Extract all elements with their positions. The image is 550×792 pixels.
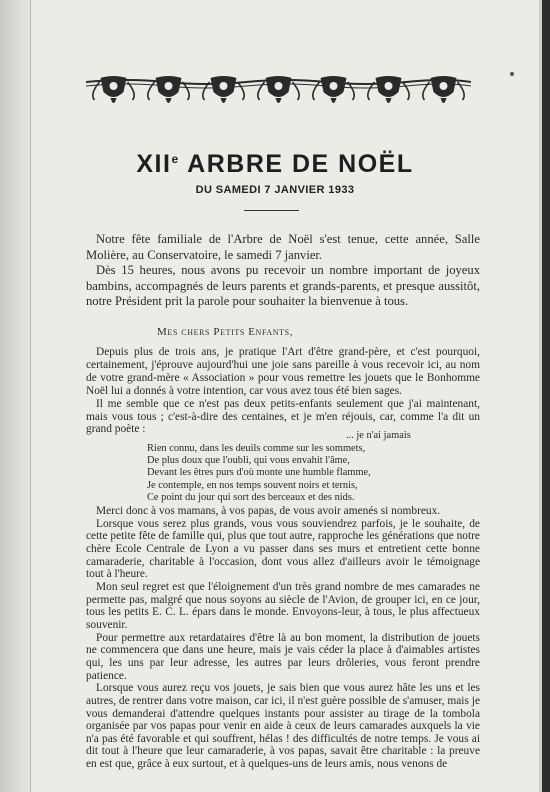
ornament-motif xyxy=(368,76,409,103)
title-rule xyxy=(244,210,299,211)
scan-border xyxy=(542,0,550,792)
speech-paragraph: Lorsque vous serez plus grands, vous vous souviendrez parfois, je le souhaite, de cette petite fête de famille qui, plus que tout autre, rapproche les générations que notre chère Ecole Centrale de Lyon a vu passer dans ses murs et entretient cette bonne camaraderie, charitable à l'occasion, dont vous allez d'ailleurs avoir le témoignage tout à l'heure. xyxy=(86,517,480,581)
speech-paragraph: Il me semble que ce n'est pas deux petits-enfants seulement que j'ai maintenant, mais vous tous ; c'est-à-dire des centaines, et je m'en réjouis, car, comme l'a dit un grand poète : xyxy=(86,397,480,436)
decorative-frieze xyxy=(86,72,471,112)
speech-part-a xyxy=(86,346,480,436)
speech-paragraph: Pour permettre aux retardataires d'être là au bon moment, la distribution de jouets ne commencera que dans une heure, mais je vais céder la place à d'aimables artistes qui, les uns par leur adresse, les autres par leurs drôleries, vous feront prendre patience. xyxy=(86,631,480,682)
intro-paragraph: Notre fête familiale de l'Arbre de Noël s'est tenue, cette année, Salle Molière, au Conservatoire, le samedi 7 janvier. xyxy=(86,232,480,262)
ornament-motif xyxy=(313,76,354,103)
speech-paragraph: Lorsque vous aurez reçu vos jouets, je sais bien que vous aurez hâte les uns et les autres, de rentrer dans votre maison, car ici, il n'est guère possible de s'amuser, mais je vous demanderai d'attendre quelques instants pour assister au tirage de la tombola organisée par vos papas pour venir en aide à ceux de leurs camarades auxquels la vie n'a pas été favorable et qui souffrent, hélas ! des difficultés de notre temps. Je vous ai dit tout à l'heure que leur camaraderie, à vos papas, savait être charitable : la preuve en est que, grâce à eux surtout, et à quelques-uns de leurs amis, nous venons de xyxy=(86,682,480,771)
poem-line: Rien connu, dans les deuils comme sur les sommets, xyxy=(147,443,366,454)
speech-paragraph: Mon seul regret est que l'éloignement d'un très grand nombre de mes camarades ne permette pas, malgré que nous soyons au siècle de l'Avion, de grouper ici, en ce jour, tous les petits E. C. L. épars dans le monde. Envoyons-leur, à tous, le plus affectueux souvenir. xyxy=(86,580,480,631)
speech-paragraph: Merci donc à vos mamans, à vos papas, de vous avoir amenés si nombreux. xyxy=(96,505,441,517)
ornament-motif xyxy=(203,76,244,103)
speech-salutation: Mes chers Petits Enfants, xyxy=(157,326,294,338)
page-subtitle: DU SAMEDI 7 JANVIER 1933 xyxy=(195,184,355,196)
poem-line: Ce point du jour qui sort des berceaux et des nids. xyxy=(147,491,355,503)
poem-line: Devant les êtres purs d'où monte une humble flamme, xyxy=(147,467,371,479)
poem-line: De plus doux que l'oubli, qui vous envahit l'âme, xyxy=(147,455,350,467)
intro-paragraphs xyxy=(86,232,480,310)
page-title: XIIe ARBRE DE NOËL xyxy=(136,150,414,178)
poem-opening: ... je n'ai jamais xyxy=(346,430,411,441)
intro-paragraph: Dès 15 heures, nous avons pu recevoir un nombre important de joyeux bambins, accompagnés de leurs parents et grands-parents, et presque aussitôt, notre Président prit la parole pour souhaiter la bienvenue à tous. xyxy=(86,263,480,309)
poem-line: Je contemple, en nos temps souvent noirs et ternis, xyxy=(147,479,358,491)
ink-speck xyxy=(510,72,514,76)
speech-part-b xyxy=(86,505,480,771)
binding-margin xyxy=(0,0,31,792)
speech-paragraph: Depuis plus de trois ans, je pratique l'Art d'être grand-père, et c'est pourquoi, certainement, j'éprouve aujourd'hui une joie sans pareille à vous recevoir ici, au nom de votre grand-mère « Association » pour vous remettre les jouets que le Bonhomme Noël lui a donnés à votre intention, car vous avez tous été bien sages. xyxy=(86,346,480,397)
poem-quote xyxy=(147,443,371,504)
